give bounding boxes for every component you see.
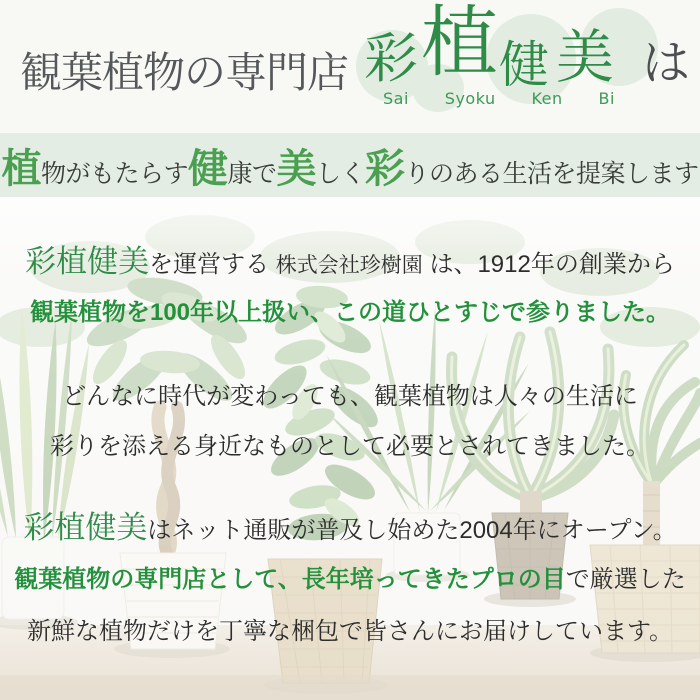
logo-kanji-sai: 彩: [364, 27, 418, 90]
store-label: 観葉植物の専門店: [20, 49, 349, 96]
romaji-sai: Sai: [383, 89, 409, 108]
tagline-accent-char: 植: [1, 146, 41, 191]
logo-kanji-bi: 美: [556, 23, 615, 91]
body-line-1: 彩植健美を運営する 株式会社珍樹園 は、1912年の創業から: [25, 244, 675, 280]
brand-name-text: 彩植健美: [23, 510, 148, 546]
body-line-7: 新鮮な植物だけを丁寧な梱包で皆さんにお届けしています。: [26, 618, 674, 645]
brand-name-text: 彩植健美: [25, 244, 150, 280]
body-line-4: 彩りを添える身近なものとして必要とされてきました。: [50, 433, 650, 460]
logo-kanji-ken: 健: [499, 36, 549, 94]
tagline-accent-char: 健: [187, 146, 228, 191]
logo-romaji: [383, 89, 615, 108]
romaji-syoku: Syoku: [444, 89, 496, 108]
logo-kanji-syoku: 植: [421, 0, 498, 88]
body-line-6: 観葉植物の専門店として、長年培ってきたプロの目で厳選した: [14, 566, 686, 593]
company-name-text: 株式会社珍樹園: [275, 254, 423, 277]
tagline-accent-char: 彩: [365, 146, 405, 191]
header: [0, 0, 700, 133]
romaji-ken: Ken: [531, 89, 563, 108]
header-suffix-wa: は: [642, 37, 691, 90]
tagline-banner: [0, 133, 700, 197]
tagline-accent-char: 美: [276, 146, 316, 191]
tagline-text: 植物がもたらす健康で美しく彩りのある生活を提案します: [1, 146, 699, 191]
body-line-5: 彩植健美はネット通販が普及し始めた2004年にオープン。: [23, 510, 677, 546]
romaji-bi: Bi: [598, 89, 615, 108]
body-line-2: 観葉植物を100年以上扱い、この道ひとすじで参りました。: [29, 299, 671, 326]
body-line-3: どんなに時代が変わっても、観葉植物は人々の生活に: [62, 383, 638, 410]
